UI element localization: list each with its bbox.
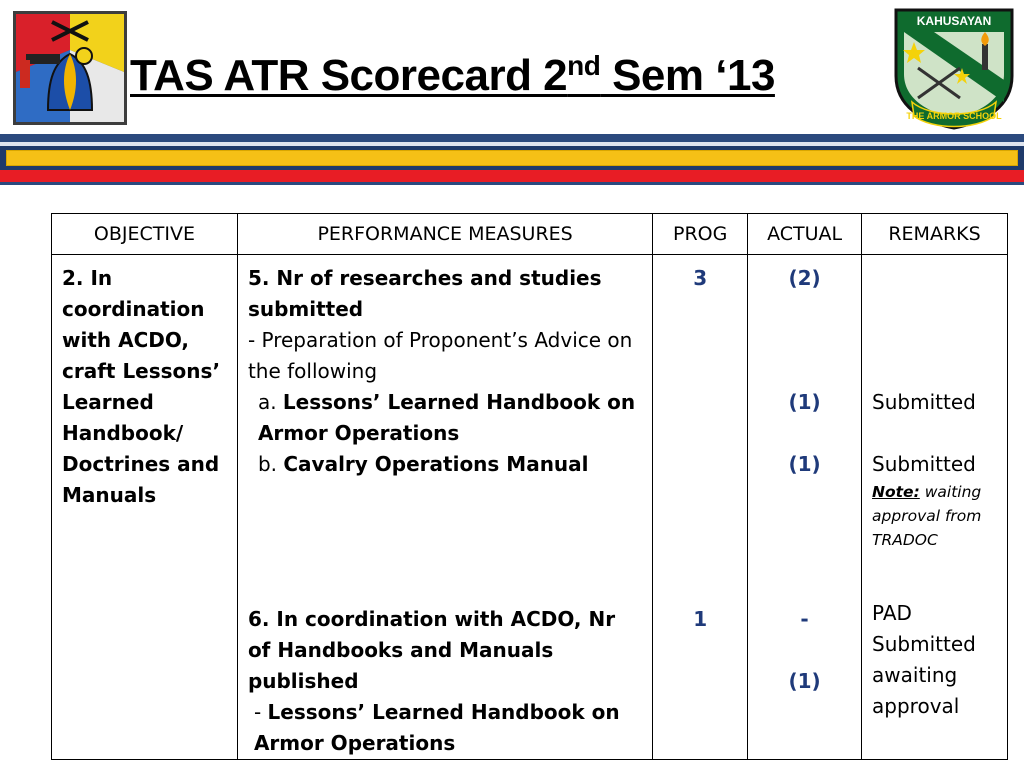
header-band-red: [0, 170, 1024, 182]
remarks-cell: [862, 255, 1008, 760]
table-header-row: [52, 214, 1008, 255]
header-prog: PROG: [653, 214, 748, 255]
measure-5-item-b: [248, 449, 642, 480]
measure-6-title: 6. In coordination with ACDO, Nr of Handbooks and Manuals published: [247, 607, 616, 693]
header-band-navy-bottom: [0, 182, 1024, 185]
measure-spacer: [248, 480, 642, 604]
measure-5-item-a: [248, 387, 642, 449]
measure-5-sub: - Preparation of Proponent’s Advice on the following: [247, 328, 633, 383]
header-objective: OBJECTIVE: [52, 214, 238, 255]
objective-text: 2. In coordination with ACDO, craft Lessons’ Learned Handbook/ Doctrines and Manuals: [62, 266, 221, 507]
scorecard-table: [51, 213, 1008, 760]
armor-school-shield-logo: [890, 6, 1018, 130]
header-actual: ACTUAL: [748, 214, 862, 255]
measure-6-prog: 1: [693, 607, 708, 631]
logo-bottom-text: THE ARMOR SCHOOL: [906, 111, 1002, 121]
measure-5-actual-b: (1): [788, 452, 821, 476]
prog-cell: [653, 255, 748, 760]
remark-6-line1: PAD: [872, 601, 912, 625]
measure-6-actual-item: (1): [788, 669, 821, 693]
header-band-navy: [0, 134, 1024, 142]
title-end: Sem ‘13: [600, 51, 775, 100]
measure-5-item-a-text: Lessons’ Learned Handbook on Armor Operations: [257, 390, 636, 445]
measure-5-actual-a: (1): [788, 390, 821, 414]
measure-5-item-a-prefix: a.: [257, 390, 277, 414]
measure-6-item-text: Lessons’ Learned Handbook on Armor Operations: [253, 700, 620, 755]
actual-spacer-3: [758, 480, 851, 604]
actual-cell: [748, 255, 862, 760]
objective-cell: [52, 255, 238, 760]
note-text: waiting approval from TRADOC: [872, 483, 982, 549]
measure-6-actual: -: [800, 607, 809, 631]
remark-6-line2: Submitted awaiting approval: [872, 632, 976, 718]
title-main: TAS ATR Scorecard 2: [130, 51, 568, 100]
measure-5-actual: (2): [788, 266, 821, 290]
actual-spacer-2: [758, 418, 851, 449]
measure-6-item-prefix: -: [253, 700, 262, 724]
page-title: [130, 48, 775, 104]
header-remarks: REMARKS: [862, 214, 1008, 255]
remark-note: [872, 480, 997, 552]
measure-5-title: 5. Nr of researches and studies submitted: [247, 266, 602, 321]
actual-spacer-1: [758, 294, 851, 387]
measure-6-item: [248, 697, 642, 759]
table-row: [52, 255, 1008, 760]
remarks-spacer-3: [872, 552, 997, 598]
measures-cell: [237, 255, 652, 760]
prog-spacer: [663, 294, 737, 604]
remark-b: Submitted: [872, 452, 976, 476]
remark-a: Submitted: [872, 390, 976, 414]
measure-5-prog: 3: [693, 266, 708, 290]
measure-5-item-b-prefix: b.: [257, 452, 277, 476]
remarks-spacer-1: [872, 263, 997, 387]
left-emblem-logo: [12, 10, 128, 126]
note-label: Note:: [872, 483, 920, 501]
header-performance-measures: PERFORMANCE MEASURES: [237, 214, 652, 255]
title-superscript: nd: [567, 50, 601, 81]
actual-spacer-4: [758, 635, 851, 666]
measure-5-item-b-text: Cavalry Operations Manual: [283, 452, 589, 476]
logo-top-text: KAHUSAYAN: [916, 14, 992, 28]
remarks-spacer-2: [872, 418, 997, 449]
header-band-yellow: [6, 150, 1018, 166]
